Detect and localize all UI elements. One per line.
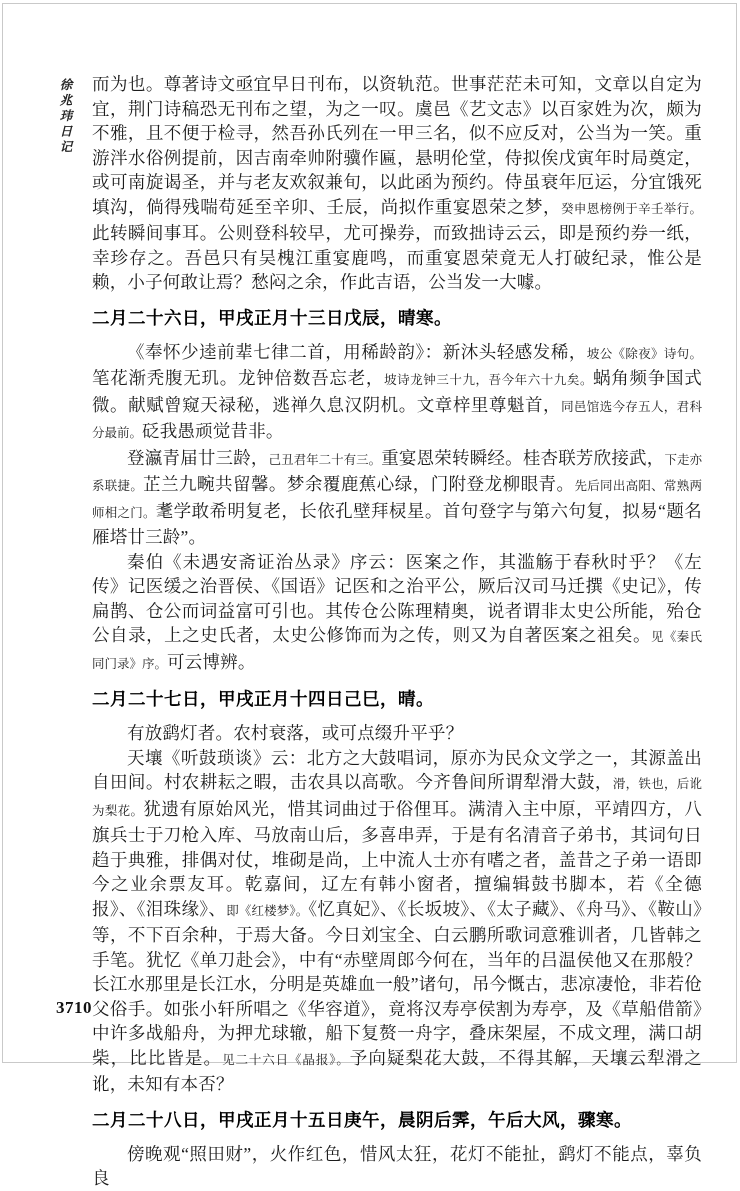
- text-run: 蜗角频争国式微。献赋曾窥天禄秘，逃禅久息汉阴机。文章梓里尊魁首，: [92, 368, 702, 415]
- text-run: 《奉怀少逵前辈七律二首，用稀龄韵》：新沐头轻感发稀，: [127, 341, 587, 362]
- text-run: 天壤《听鼓琐谈》云：北方之大鼓唱词，原亦为民众文学之一，其源盖出自田间。村农耕耘之暇，击农具以高歌。今齐鲁间所谓犁滑大鼓，: [92, 747, 702, 792]
- inline-annotation: 癸申恩榜例于辛壬举行。: [561, 201, 702, 216]
- text-run: 予向疑梨花大鼓，不得其解，天壤云犁滑之讹，未知有本否？: [92, 1047, 702, 1094]
- diary-paragraph: [92, 1142, 702, 1191]
- diary-date-heading: [92, 687, 702, 712]
- text-run: 芷兰九畹共留馨。梦余覆鹿蕉心绿，门附登龙柳眼青。: [143, 474, 575, 494]
- text-run: 二月二十八日，甲戌正月十五日庚午，晨阴后霁，午后大风，骤寒。: [92, 1109, 632, 1130]
- text-run: 耄学敢希明复老，长依孔壁拜棂星。首句登字与第六句复，拟易“题名雁塔廿三龄”。: [92, 500, 702, 547]
- text-run: 有放鹞灯者。农村衰落，或可点缀升平乎？: [127, 723, 464, 743]
- text-run: 砭我愚顽觉昔非。: [142, 421, 284, 441]
- diary-date-heading: [92, 1108, 702, 1133]
- text-run: 而为也。尊著诗文亟宜早日刊布，以资轨范。世事茫茫未可知，文章以自定为宜，荆门诗稿恐无刊布之望，为之一叹。虞邑《艺文志》以百家姓为次，颇为不雅，且不便于检寻，然吾孙氏列在一甲三名，似不应反对，公当为一笑。重游泮水俗例提前，因吉南牵帅附骥作匾，悬明伦堂，侍拟俟戊寅年时局奠定，或可南旋谒圣，并与老友欢叙兼旬，以此函为预约。侍虽衰年厄运，分宜饿死填沟，倘得残喘苟延至辛卯、壬辰，尚拟作重宴恩荣之梦，: [92, 74, 702, 217]
- inline-annotation: 坡公《除夜》诗句。: [586, 346, 702, 361]
- inline-annotation: 同邑馆选今存五人，君科分最前。: [92, 399, 702, 440]
- diary-paragraph: [92, 446, 702, 550]
- text-run: 此转瞬间事耳。公则登科较早，尤可操券，而致拙诗云云，即是预约券一纸，幸珍存之。吾邑只有吴槐江重宴鹿鸣，而重宴恩荣竟无人打破纪录，惟公是赖，小子何敢让焉？愁闷之余，作此吉语，公当发一大噱。: [92, 223, 702, 292]
- inline-annotation: 坡诗龙钟三十九，吾今年六十九矣。: [384, 373, 594, 387]
- text-run: 二月二十七日，甲戌正月十四日己巳，晴。: [92, 689, 434, 709]
- inline-annotation: 见二十六日《晶报》。: [222, 1052, 350, 1067]
- inline-annotation: 己丑君年二十有三。: [268, 452, 382, 467]
- text-run: 犹遗有原始风光，惜其词曲过于俗俚耳。满清入主中原，平靖四方，八旗兵士于刀枪入库、马放南山后，多喜串弄，于是有名清音子弟书，其词句日趋于典雅，排偶对仗，堆砌是尚，上中流人士亦有嗜之者，盖昔之子弟一语即今之业余票友耳。乾嘉间，辽左有韩小窗者，擅编辑鼓书脚本，若《全德报》、《泪珠缘》、: [92, 798, 702, 919]
- diary-paragraph: [92, 340, 702, 446]
- diary-paragraph: [92, 721, 702, 746]
- inline-annotation: 见《秦氏同门录》序。: [92, 630, 702, 671]
- text-run: 秦伯《未遇安斋证治丛录》序云：医案之作，其滥觞于春秋时乎？《左传》记医缓之治晋侯、《国语》记医和之治平公，厥后汉司马迁撰《史记》，传扁鹊、仓公而词益富可引也。其传仓公陈理精奥，说者谓非太史公所能，殆仓公自录，上之史氏者，太史公修饰而为之传，则又为自著医案之祖矣。: [92, 551, 702, 645]
- diary-paragraph: [92, 550, 702, 677]
- inline-annotation: 即《红楼梦》。: [226, 903, 309, 918]
- book-margin-title: 徐兆玮日记: [58, 78, 72, 156]
- text-run: 二月二十六日，甲戌正月十三日戊辰，晴寒。: [92, 307, 452, 328]
- text-run: 登瀛青届廿三龄，: [127, 447, 269, 468]
- diary-paragraph: [92, 746, 702, 1097]
- text-run: 《忆真妃》、《长坂坡》、《太子藏》、《舟马》、《鞍山》等，不下百余种，于焉大备。今日刘宝全、白云鹏所歌词意雅训者，几皆韩之手笔。犹忆《单刀赴会》，中有“赤壁周郎今何在，当年的吕温侯他又在那般？长江水那里是长江水，分明是英雄血一般”诸句，吊今慨古，悲凉凄怆，非若伧父俗手。如张小轩所唱之《华容道》，竟将汉寿亭侯割为寿亭，及《草船借箭》中许多战船舟，为押尤球辙，船下复赘一舟字，叠床架屋，不成文理，满口胡柴，比比皆是。: [92, 898, 702, 1068]
- page-body: [92, 72, 702, 1191]
- text-run: 重宴恩荣转瞬经。桂杏联芳欣接武，: [381, 447, 665, 468]
- inline-annotation: 下走亦系联捷。: [92, 452, 702, 493]
- page-number: 3710: [56, 998, 92, 1017]
- diary-date-heading: [92, 306, 702, 331]
- inline-annotation: 先后同出高阳、常熟两师相之门。: [92, 479, 702, 520]
- inline-annotation: 滑，铁也，后讹为梨花。: [92, 777, 702, 818]
- text-run: 可云博辨。: [167, 651, 256, 672]
- text-run: 笔花渐秃腹无玑。龙钟倍数吾忘老，: [92, 368, 385, 388]
- diary-paragraph: [92, 72, 702, 295]
- text-run: 傍晚观“照田财”，火作红色，惜风太狂，花灯不能扯，鹞灯不能点，辜负良: [92, 1143, 702, 1188]
